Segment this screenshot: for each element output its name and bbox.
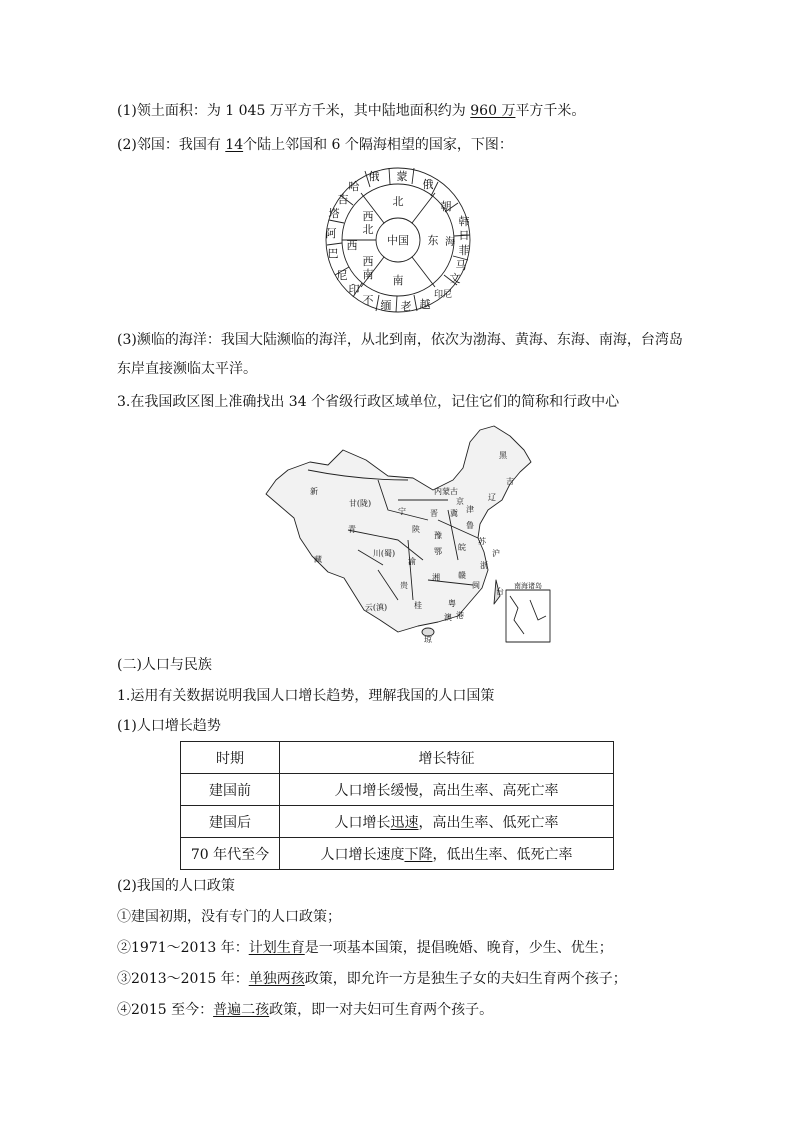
map-label-qiong: 琼 — [424, 635, 432, 644]
ring-outer-11: 缅 — [380, 299, 392, 312]
ring-outer-10: 老 — [400, 300, 412, 313]
map-label-hu: 沪 — [492, 549, 500, 558]
table-cell-period: 建国前 — [181, 774, 280, 806]
table-cell-period: 70 年代至今 — [181, 838, 280, 870]
ring-outer-0: 蒙 — [396, 170, 408, 183]
ring-direction-west: 西 — [346, 239, 358, 252]
table-header-feature: 增长特征 — [280, 742, 614, 774]
map-label-nanhai: 南海诸岛 — [514, 582, 542, 590]
neighbor-countries-diagram — [318, 165, 478, 315]
map-label-hei: 黑 — [499, 451, 507, 460]
map-label-jing: 京 — [456, 497, 464, 506]
ring-outer-20: 俄 — [368, 170, 380, 183]
ring-outer-17: 塔 — [328, 207, 340, 220]
table-cell-feature: 人口增长缓慢，高出生率、高死亡率 — [280, 774, 614, 806]
policy-item-3: ③2013～2015 年：单独两孩政策，即允许一方是独生子女的夫妇生育两个孩子； — [117, 971, 627, 987]
table-cell-feature: 人口增长迅速，高出生率、低死亡率 — [280, 806, 614, 838]
ring-outer-5: 菲 — [458, 244, 470, 257]
ring-outer-16: 阿 — [325, 227, 337, 240]
map-label-yue: 粤 — [448, 599, 456, 608]
ring-direction-sw-b: 南 — [362, 268, 374, 281]
ring-outer-18: 吉 — [337, 193, 349, 206]
ring-outer-3: 韩 — [458, 215, 470, 228]
ring-center-label: 中国 — [387, 234, 409, 247]
table-row — [181, 806, 614, 838]
ring-outer-12: 不 — [362, 294, 374, 307]
map-label-gan: 甘(陇) — [348, 499, 372, 508]
map-label-tai: 台 — [496, 587, 504, 596]
table-row — [181, 774, 614, 806]
map-label-jin: 晋 — [430, 509, 438, 518]
policy-item-1: ①建国初期，没有专门的人口政策； — [117, 909, 341, 925]
map-label-gui-guangxi: 桂 — [414, 601, 422, 610]
map-label-neimenggu: 内蒙古 — [434, 487, 458, 496]
policy-heading: (2)我国的人口政策 — [117, 878, 235, 894]
map-label-xin: 新 — [310, 487, 318, 496]
ring-outer-13: 印 — [348, 283, 360, 296]
policy-item-4: ④2015 至今：普遍二孩政策，即一对夫妇可生育两个孩子。 — [117, 1002, 494, 1018]
ring-outer-8: 印尼 — [433, 290, 453, 300]
ring-direction-south: 南 — [392, 274, 404, 287]
map-label-xiang: 湘 — [432, 573, 440, 582]
seas-line-1: (3)濒临的海洋：我国大陆濒临的海洋，从北到南，依次为渤海、黄海、东海、南海，台湾岛 — [117, 332, 683, 348]
ring-direction-sw-a: 西 — [362, 255, 374, 268]
neighbors-line: (2)邻国：我国有 14个陆上邻国和 6 个隔海相望的国家，下图： — [117, 137, 513, 153]
map-label-shan: 陕 — [412, 525, 420, 534]
map-label-gan-jiangxi: 赣 — [458, 571, 466, 580]
section-b-subheading: 1.运用有关数据说明我国人口增长趋势，理解我国的人口国策 — [117, 688, 495, 704]
table-header-period: 时期 — [181, 742, 280, 774]
ring-direction-north: 北 — [392, 195, 404, 208]
table-cell-feature: 人口增长速度下降，低出生率、低死亡率 — [280, 838, 614, 870]
map-label-liao: 辽 — [488, 493, 496, 502]
ring-outer-1: 俄 — [422, 178, 434, 191]
ring-direction-nw-a: 西 — [362, 210, 374, 223]
ring-sea-label: 海 — [445, 237, 455, 248]
map-label-gang: 港 — [456, 611, 464, 620]
section-3-title: 3.在我国政区图上准确找出 34 个省级行政区域单位，记住它们的简称和行政中心 — [117, 394, 620, 410]
ring-outer-2: 朝 — [440, 200, 452, 213]
ring-outer-4: 日 — [458, 229, 470, 242]
ring-outer-19: 哈 — [348, 180, 360, 193]
neighbors-count-answer: 14 — [225, 137, 244, 153]
ring-outer-7: 文 — [449, 272, 461, 285]
china-provinces-map — [248, 420, 556, 646]
table-cell-period: 建国后 — [181, 806, 280, 838]
map-label-ning: 宁 — [398, 507, 406, 516]
map-label-ao: 澳 — [444, 613, 452, 622]
map-label-yu-chongqing: 渝 — [408, 557, 416, 566]
map-label-jin-tianjin: 津 — [466, 505, 474, 514]
map-label-yun: 云(滇) — [364, 603, 388, 612]
policy-item-2: ②1971～2013 年：计划生育是一项基本国策，提倡晚婚、晚育，少生、优生； — [117, 940, 613, 956]
map-label-su: 苏 — [478, 537, 486, 546]
map-label-ji-jilin: 吉 — [506, 477, 514, 486]
table-row — [181, 838, 614, 870]
territory-area-line: (1)领土面积：为 1 045 万平方千米，其中陆地面积约为 960 万平方千米。 — [117, 103, 586, 119]
map-label-min: 闽 — [472, 581, 480, 590]
ring-outer-15: 巴 — [327, 247, 339, 260]
map-label-wan: 皖 — [458, 543, 466, 552]
ring-outer-14: 尼 — [336, 269, 348, 282]
map-label-qing: 青 — [348, 525, 356, 534]
map-label-chuan: 川(蜀) — [372, 549, 396, 558]
ring-outer-9: 越 — [419, 298, 431, 311]
ring-direction-nw-b: 北 — [362, 223, 374, 236]
map-label-lu: 鲁 — [466, 521, 474, 530]
map-label-gui: 贵 — [400, 581, 408, 590]
map-label-zang: 藏 — [314, 555, 322, 564]
map-label-zhe: 浙 — [480, 561, 488, 570]
seas-line-2: 东岸直接濒临太平洋。 — [117, 361, 257, 377]
ring-direction-east: 东 — [427, 234, 439, 247]
section-b-heading: (二)人口与民族 — [117, 657, 212, 673]
land-area-answer: 960 万 — [470, 103, 516, 119]
map-label-ji-hebei: 冀 — [450, 509, 458, 518]
population-growth-table — [180, 741, 614, 870]
table-header-row — [181, 742, 614, 774]
map-label-yu: 豫 — [434, 531, 442, 540]
map-label-e: 鄂 — [434, 547, 442, 556]
trend-heading: (1)人口增长趋势 — [117, 718, 221, 734]
ring-outer-6: 马 — [455, 259, 467, 272]
